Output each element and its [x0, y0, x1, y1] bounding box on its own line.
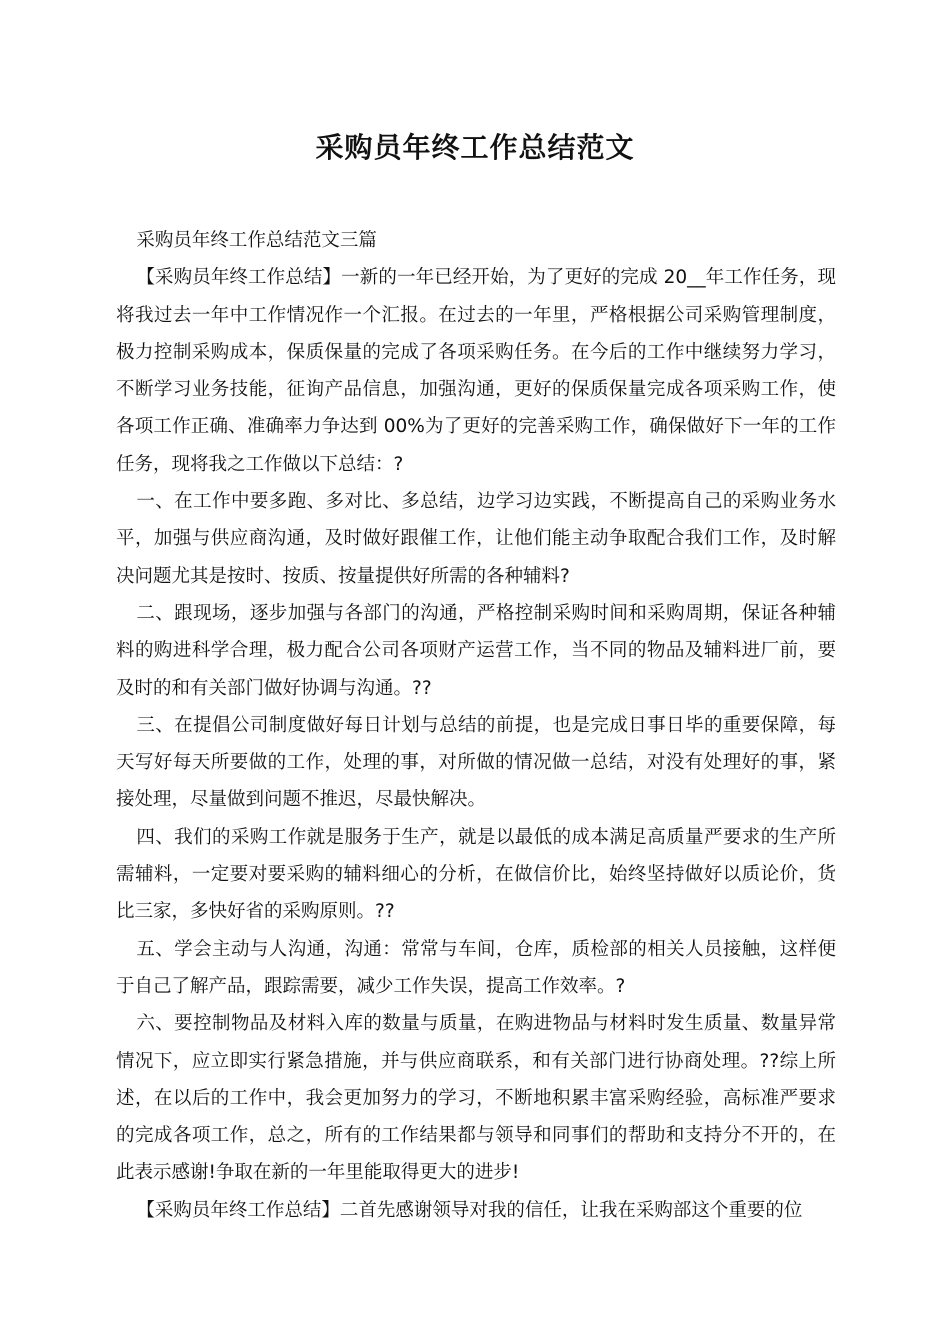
paragraph-point-3: 三、在提倡公司制度做好每日计划与总结的前提，也是完成日事日毕的重要保障，每天写好每天所要做的工作，处理的事，对所做的情况做一总结，对没有处理好的事，紧接处理，尽量做到问题不推迟，尽最快解决。	[116, 714, 836, 811]
paragraph-point-2: 二、跟现场，逐步加强与各部门的沟通，严格控制采购时间和采购周期，保证各种辅料的购进科学合理，极力配合公司各项财产运营工作，当不同的物品及辅料进厂前，要及时的和有关部门做好协调与沟通。??	[116, 602, 836, 699]
document-title: 采购员年终工作总结范文	[315, 131, 635, 164]
paragraph-subtitle: 采购员年终工作总结范文三篇	[136, 230, 377, 251]
paragraph-point-4: 四、我们的采购工作就是服务于生产，就是以最低的成本满足高质量严要求的生产所需辅料，一定要对要采购的辅料细心的分析，在做信价比，始终坚持做好以质论价，货比三家，多快好省的采购原则。??	[116, 826, 836, 923]
paragraph-intro: 【采购员年终工作总结】一新的一年已经开始，为了更好的完成 20__年工作任务，现将我过去一年中工作情况作一个汇报。在过去的一年里，严格根据公司采购管理制度，极力控制采购成本，保质保量的完成了各项采购任务。在今后的工作中继续努力学习，不断学习业务技能，征询产品信息，加强沟通，更好的保质保量完成各项采购工作，使各项工作正确、准确率力争达到 00%为了更好的完善采购工作，确保做好下一年的工作任务，现将我之工作做以下总结：?	[116, 267, 836, 475]
document-body	[116, 222, 836, 1229]
paragraph-point-1: 一、在工作中要多跑、多对比、多总结，边学习边实践，不断提高自己的采购业务水平，加强与供应商沟通，及时做好跟催工作，让他们能主动争取配合我们工作，及时解决问题尤其是按时、按质、按量提供好所需的各种辅料?	[116, 491, 836, 587]
paragraph-second-summary: 【采购员年终工作总结】二首先感谢领导对我的信任，让我在采购部这个重要的位	[136, 1199, 803, 1221]
paragraph-point-6: 六、要控制物品及材料入库的数量与质量，在购进物品与材料时发生质量、数量异常情况下，应立即实行紧急措施，并与供应商联系，和有关部门进行协商处理。??综上所述，在以后的工作中，我会更加努力的学习，不断地积累丰富采购经验，高标准严要求的完成各项工作，总之，所有的工作结果都与领导和同事们的帮助和支持分不开的，在此表示感谢!争取在新的一年里能取得更大的进步!	[116, 1013, 836, 1184]
paragraph-point-5: 五、学会主动与人沟通，沟通：常常与车间，仓库，质检部的相关人员接触，这样便于自己了解产品，跟踪需要，减少工作失误，提高工作效率。?	[116, 938, 836, 997]
